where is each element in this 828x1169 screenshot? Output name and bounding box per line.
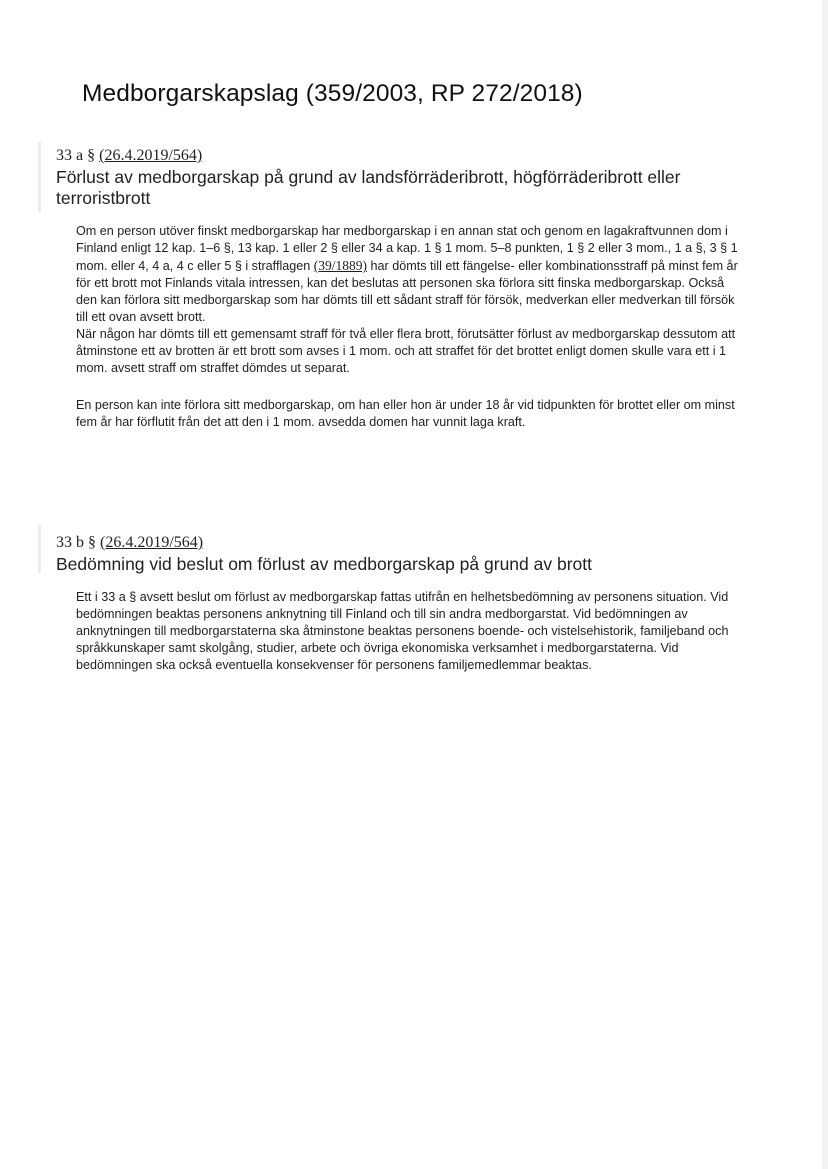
- paragraph-text: Om en person utöver finskt medborgarskap har medborgarskap i en annan stat och genom en lagakraftvunnen dom i Finland enligt 12 kap. 1–6 §, 13 kap. 1 eller 2 § eller 34 a kap. 1 § 1 mom. 5–8 punkten, 1 § 2 eller 3 mom., 1 a §, 3 § 1 mom. eller 4, 4 a, 4 c eller 5 § i strafflagen: [76, 224, 738, 273]
- amendment-link[interactable]: (26.4.2019/564): [100, 534, 204, 551]
- section-heading: [56, 146, 756, 166]
- section-heading: [56, 533, 756, 553]
- scan-artifact: [822, 0, 828, 1169]
- paragraph-3: En person kan inte förlora sitt medborgarskap, om han eller hon är under 18 år vid tidpunkten för brottet eller om minst fem år har förflutit från det att den i 1 mom. avsedda domen har vunnit laga kraft.: [76, 398, 735, 429]
- paragraph-1: Ett i 33 a § avsett beslut om förlust av medborgarskap fattas utifrån en helhetsbedömning av personens situation. Vid bedömningen beaktas personens anknytning till Finland och till sin andra medborgarstat. Vid bedömningen av anknytningen till medborgarstaterna ska åtminstone beaktas personens boende- och vistelsehistorik, familjeband och språkkunskaper samt skolgång, studier, arbete och övriga ekonomiska verksamhet i medborgarstaterna. Vid bedömningen ska också eventuella konsekvenser för personens familjemedlemmar beaktas.: [76, 590, 729, 672]
- section-body: [76, 223, 744, 431]
- scan-artifact: [38, 142, 41, 212]
- scan-artifact: [38, 525, 41, 573]
- section-body: [76, 589, 744, 674]
- section-title: Förlust av medborgarskap på grund av landsförräderibrott, högförräderibrott eller terroristbrott: [56, 167, 681, 208]
- paragraph-text: har dömts till ett fängelse- eller kombinationsstraff på minst fem år för ett brott mot Finlands vitala intressen, kan det beslutas att personen ska förlora sitt finska medborgarskap. Också den kan förlora sitt medborgarskap som har dömts till ett sådant straff för försök, medverkan eller medverkan till försök till ett ovan avsett brott.: [76, 259, 738, 324]
- section-number: 33 a §: [56, 147, 96, 164]
- section-33a: [56, 146, 756, 431]
- amendment-link[interactable]: (26.4.2019/564): [99, 147, 203, 164]
- paragraph-2: När någon har dömts till ett gemensamt straff för två eller flera brott, förutsätter förlust av medborgarskap dessutom att åtminstone ett av brotten är ett brott som avses i 1 mom. och att straffet för det brottet enligt domen skulle vara ett i 1 mom. avsett straff om straffet dömdes ut separat.: [76, 327, 736, 375]
- section-number: 33 b §: [56, 534, 96, 551]
- section-title: Bedömning vid beslut om förlust av medborgarskap på grund av brott: [56, 554, 592, 574]
- paragraph-1: [76, 223, 744, 326]
- statute-link[interactable]: (39/1889): [313, 258, 368, 273]
- page-title: Medborgarskapslag (359/2003, RP 272/2018): [82, 80, 583, 107]
- section-33b: [56, 533, 756, 674]
